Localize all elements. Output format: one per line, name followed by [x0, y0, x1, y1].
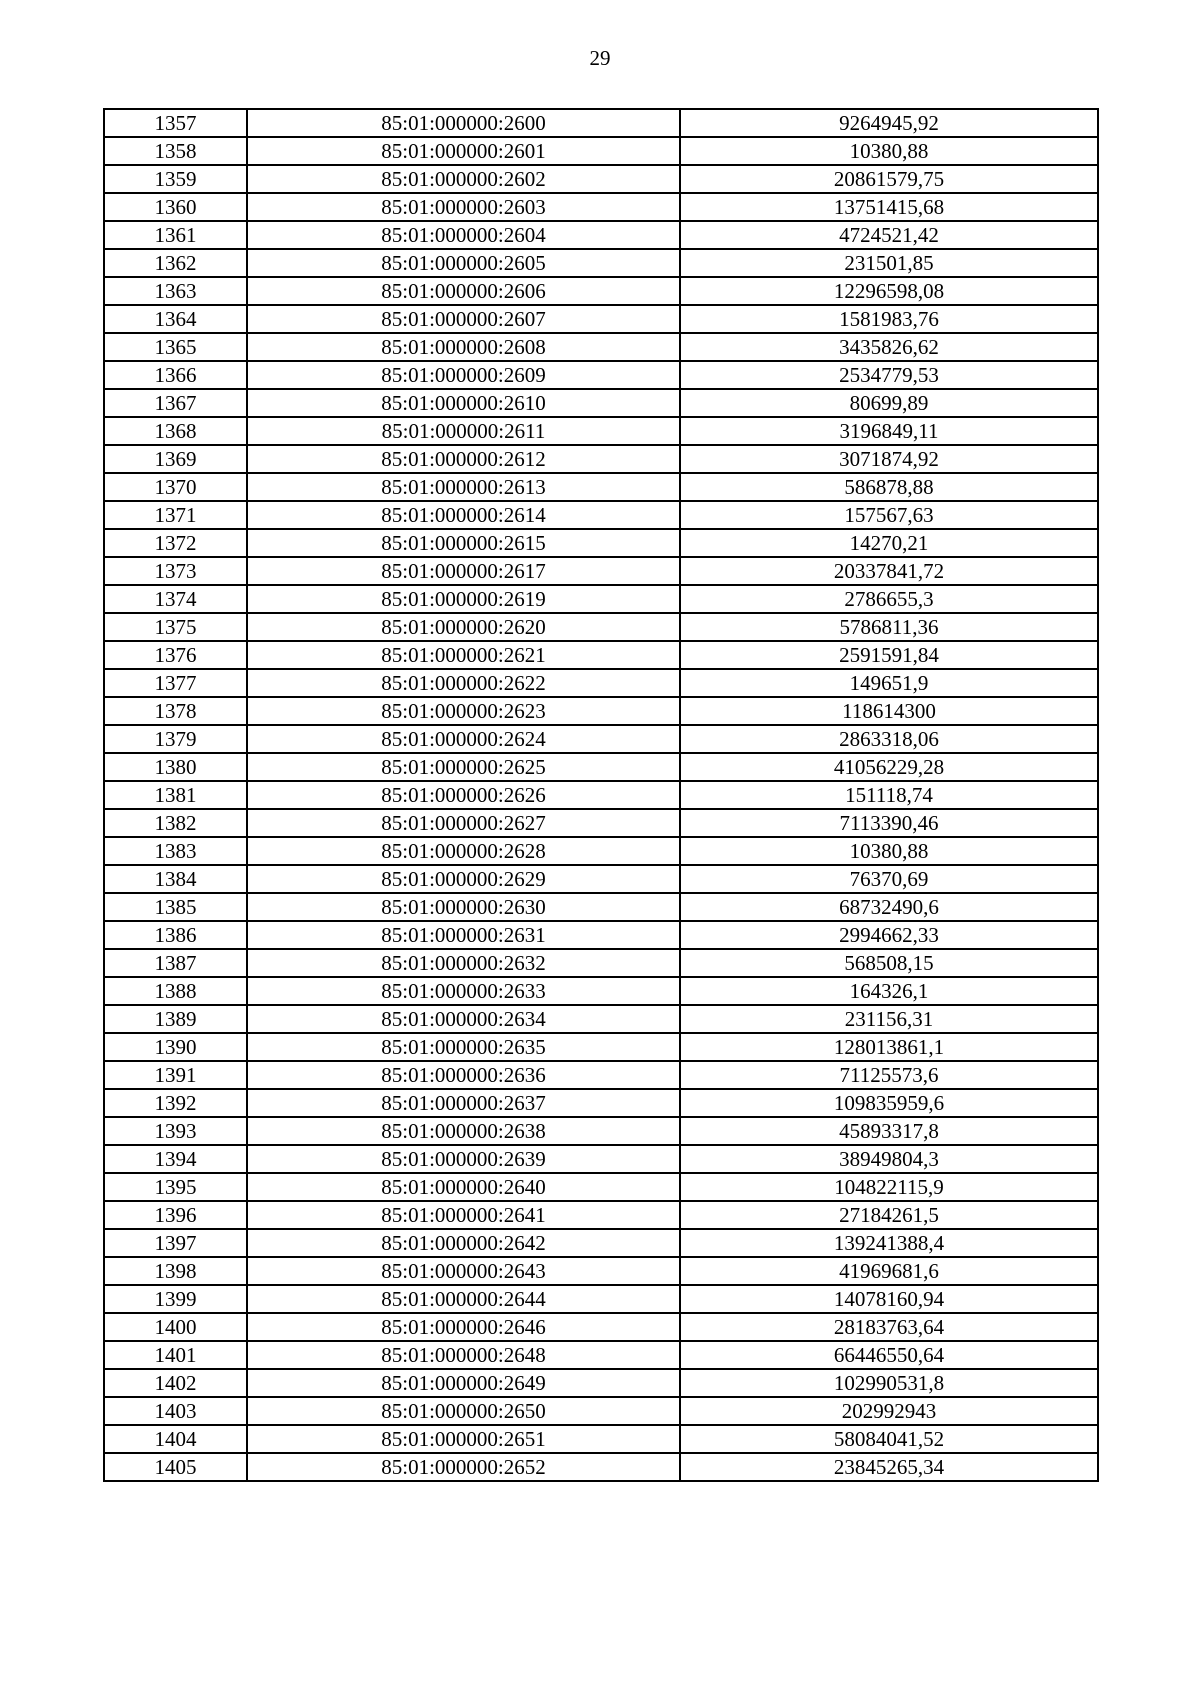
- cadastral-number-cell: 85:01:000000:2637: [247, 1089, 680, 1117]
- cadastral-value-cell: 76370,69: [680, 865, 1098, 893]
- cadastral-number-cell: 85:01:000000:2628: [247, 837, 680, 865]
- cadastral-value-cell: 149651,9: [680, 669, 1098, 697]
- cadastral-value-cell: 28183763,64: [680, 1313, 1098, 1341]
- table-row: [104, 221, 1098, 249]
- row-number-cell: 1368: [104, 417, 247, 445]
- cadastral-number-cell: 85:01:000000:2606: [247, 277, 680, 305]
- cadastral-value-cell: 38949804,3: [680, 1145, 1098, 1173]
- cadastral-value-cell: 2786655,3: [680, 585, 1098, 613]
- row-number-cell: 1387: [104, 949, 247, 977]
- table-row: [104, 165, 1098, 193]
- row-number-cell: 1394: [104, 1145, 247, 1173]
- cadastral-value-cell: 568508,15: [680, 949, 1098, 977]
- table-row: [104, 389, 1098, 417]
- table-row: [104, 1257, 1098, 1285]
- table-row: [104, 1005, 1098, 1033]
- table-row: [104, 1285, 1098, 1313]
- row-number-cell: 1361: [104, 221, 247, 249]
- cadastral-number-cell: 85:01:000000:2614: [247, 501, 680, 529]
- cadastral-value-cell: 2863318,06: [680, 725, 1098, 753]
- cadastral-number-cell: 85:01:000000:2607: [247, 305, 680, 333]
- cadastral-value-cell: 3196849,11: [680, 417, 1098, 445]
- cadastral-value-cell: 164326,1: [680, 977, 1098, 1005]
- table-row: [104, 1313, 1098, 1341]
- cadastral-value-cell: 71125573,6: [680, 1061, 1098, 1089]
- row-number-cell: 1397: [104, 1229, 247, 1257]
- table-row: [104, 865, 1098, 893]
- row-number-cell: 1372: [104, 529, 247, 557]
- table-row: [104, 1425, 1098, 1453]
- cadastral-value-cell: 12296598,08: [680, 277, 1098, 305]
- row-number-cell: 1402: [104, 1369, 247, 1397]
- row-number-cell: 1404: [104, 1425, 247, 1453]
- cadastral-value-cell: 9264945,92: [680, 109, 1098, 137]
- row-number-cell: 1389: [104, 1005, 247, 1033]
- cadastral-value-cell: 2591591,84: [680, 641, 1098, 669]
- table-row: [104, 1089, 1098, 1117]
- cadastral-number-cell: 85:01:000000:2624: [247, 725, 680, 753]
- table-row: [104, 305, 1098, 333]
- row-number-cell: 1405: [104, 1453, 247, 1481]
- row-number-cell: 1391: [104, 1061, 247, 1089]
- table-row: [104, 781, 1098, 809]
- cadastral-value-cell: 14078160,94: [680, 1285, 1098, 1313]
- cadastral-value-cell: 13751415,68: [680, 193, 1098, 221]
- cadastral-value-cell: 20861579,75: [680, 165, 1098, 193]
- row-number-cell: 1371: [104, 501, 247, 529]
- table-row: [104, 109, 1098, 137]
- cadastral-value-cell: 27184261,5: [680, 1201, 1098, 1229]
- table-row: [104, 1369, 1098, 1397]
- cadastral-number-cell: 85:01:000000:2639: [247, 1145, 680, 1173]
- cadastral-value-cell: 58084041,52: [680, 1425, 1098, 1453]
- cadastral-value-cell: 66446550,64: [680, 1341, 1098, 1369]
- table-row: [104, 277, 1098, 305]
- cadastral-value-cell: 157567,63: [680, 501, 1098, 529]
- row-number-cell: 1384: [104, 865, 247, 893]
- cadastral-value-cell: 2534779,53: [680, 361, 1098, 389]
- cadastral-number-cell: 85:01:000000:2625: [247, 753, 680, 781]
- row-number-cell: 1360: [104, 193, 247, 221]
- table-row: [104, 1229, 1098, 1257]
- cadastral-number-cell: 85:01:000000:2631: [247, 921, 680, 949]
- cadastral-number-cell: 85:01:000000:2629: [247, 865, 680, 893]
- row-number-cell: 1358: [104, 137, 247, 165]
- cadastral-number-cell: 85:01:000000:2632: [247, 949, 680, 977]
- cadastral-value-cell: 151118,74: [680, 781, 1098, 809]
- cadastral-number-cell: 85:01:000000:2646: [247, 1313, 680, 1341]
- cadastral-number-cell: 85:01:000000:2648: [247, 1341, 680, 1369]
- table-row: [104, 585, 1098, 613]
- cadastral-value-cell: 139241388,4: [680, 1229, 1098, 1257]
- row-number-cell: 1390: [104, 1033, 247, 1061]
- table-row: [104, 473, 1098, 501]
- table-row: [104, 361, 1098, 389]
- cadastral-number-cell: 85:01:000000:2623: [247, 697, 680, 725]
- cadastral-number-cell: 85:01:000000:2650: [247, 1397, 680, 1425]
- cadastral-number-cell: 85:01:000000:2644: [247, 1285, 680, 1313]
- cadastral-number-cell: 85:01:000000:2609: [247, 361, 680, 389]
- cadastral-number-cell: 85:01:000000:2626: [247, 781, 680, 809]
- table-row: [104, 1117, 1098, 1145]
- row-number-cell: 1379: [104, 725, 247, 753]
- table-row: [104, 417, 1098, 445]
- cadastral-value-cell: 14270,21: [680, 529, 1098, 557]
- table-row: [104, 445, 1098, 473]
- cadastral-number-cell: 85:01:000000:2619: [247, 585, 680, 613]
- row-number-cell: 1392: [104, 1089, 247, 1117]
- table-row: [104, 613, 1098, 641]
- row-number-cell: 1362: [104, 249, 247, 277]
- page-number: 29: [589, 46, 611, 70]
- table-row: [104, 1173, 1098, 1201]
- row-number-cell: 1381: [104, 781, 247, 809]
- cadastral-number-cell: 85:01:000000:2617: [247, 557, 680, 585]
- row-number-cell: 1385: [104, 893, 247, 921]
- cadastral-number-cell: 85:01:000000:2608: [247, 333, 680, 361]
- cadastral-value-cell: 10380,88: [680, 137, 1098, 165]
- table-row: [104, 1061, 1098, 1089]
- row-number-cell: 1393: [104, 1117, 247, 1145]
- row-number-cell: 1373: [104, 557, 247, 585]
- cadastral-number-cell: 85:01:000000:2600: [247, 109, 680, 137]
- cadastral-number-cell: 85:01:000000:2604: [247, 221, 680, 249]
- table-row: [104, 1341, 1098, 1369]
- table-row: [104, 557, 1098, 585]
- cadastral-number-cell: 85:01:000000:2605: [247, 249, 680, 277]
- cadastral-value-cell: 202992943: [680, 1397, 1098, 1425]
- cadastral-value-cell: 3071874,92: [680, 445, 1098, 473]
- table-row: [104, 641, 1098, 669]
- cadastral-value-cell: 102990531,8: [680, 1369, 1098, 1397]
- table-row: [104, 529, 1098, 557]
- cadastral-value-cell: 41056229,28: [680, 753, 1098, 781]
- cadastral-number-cell: 85:01:000000:2635: [247, 1033, 680, 1061]
- cadastral-value-cell: 231156,31: [680, 1005, 1098, 1033]
- cadastral-number-cell: 85:01:000000:2651: [247, 1425, 680, 1453]
- cadastral-number-cell: 85:01:000000:2621: [247, 641, 680, 669]
- cadastral-value-cell: 23845265,34: [680, 1453, 1098, 1481]
- cadastral-number-cell: 85:01:000000:2627: [247, 809, 680, 837]
- row-number-cell: 1374: [104, 585, 247, 613]
- cadastral-number-cell: 85:01:000000:2649: [247, 1369, 680, 1397]
- row-number-cell: 1365: [104, 333, 247, 361]
- row-number-cell: 1370: [104, 473, 247, 501]
- row-number-cell: 1395: [104, 1173, 247, 1201]
- row-number-cell: 1388: [104, 977, 247, 1005]
- row-number-cell: 1375: [104, 613, 247, 641]
- cadastral-number-cell: 85:01:000000:2620: [247, 613, 680, 641]
- cadastral-number-cell: 85:01:000000:2634: [247, 1005, 680, 1033]
- cadastral-value-cell: 80699,89: [680, 389, 1098, 417]
- row-number-cell: 1364: [104, 305, 247, 333]
- row-number-cell: 1359: [104, 165, 247, 193]
- cadastral-number-cell: 85:01:000000:2602: [247, 165, 680, 193]
- cadastral-number-cell: 85:01:000000:2615: [247, 529, 680, 557]
- cadastral-value-cell: 5786811,36: [680, 613, 1098, 641]
- table-row: [104, 949, 1098, 977]
- cadastral-number-cell: 85:01:000000:2638: [247, 1117, 680, 1145]
- table-row: [104, 501, 1098, 529]
- cadastral-value-cell: 41969681,6: [680, 1257, 1098, 1285]
- table-row: [104, 333, 1098, 361]
- row-number-cell: 1377: [104, 669, 247, 697]
- cadastral-number-cell: 85:01:000000:2612: [247, 445, 680, 473]
- cadastral-number-cell: 85:01:000000:2630: [247, 893, 680, 921]
- table-row: [104, 137, 1098, 165]
- table-row: [104, 249, 1098, 277]
- row-number-cell: 1380: [104, 753, 247, 781]
- table-row: [104, 921, 1098, 949]
- cadastral-number-cell: 85:01:000000:2636: [247, 1061, 680, 1089]
- row-number-cell: 1363: [104, 277, 247, 305]
- row-number-cell: 1396: [104, 1201, 247, 1229]
- table-body: [104, 109, 1098, 1481]
- cadastral-value-cell: 68732490,6: [680, 893, 1098, 921]
- row-number-cell: 1386: [104, 921, 247, 949]
- cadastral-value-cell: 20337841,72: [680, 557, 1098, 585]
- row-number-cell: 1378: [104, 697, 247, 725]
- cadastral-number-cell: 85:01:000000:2633: [247, 977, 680, 1005]
- cadastral-value-cell: 118614300: [680, 697, 1098, 725]
- cadastral-value-cell: 3435826,62: [680, 333, 1098, 361]
- row-number-cell: 1403: [104, 1397, 247, 1425]
- cadastral-number-cell: 85:01:000000:2611: [247, 417, 680, 445]
- table-row: [104, 1201, 1098, 1229]
- cadastral-number-cell: 85:01:000000:2601: [247, 137, 680, 165]
- table-row: [104, 1397, 1098, 1425]
- row-number-cell: 1376: [104, 641, 247, 669]
- cadastral-number-cell: 85:01:000000:2622: [247, 669, 680, 697]
- row-number-cell: 1357: [104, 109, 247, 137]
- row-number-cell: 1369: [104, 445, 247, 473]
- cadastral-value-cell: 2994662,33: [680, 921, 1098, 949]
- table-row: [104, 697, 1098, 725]
- cadastral-number-cell: 85:01:000000:2603: [247, 193, 680, 221]
- cadastral-value-cell: 109835959,6: [680, 1089, 1098, 1117]
- cadastral-number-cell: 85:01:000000:2640: [247, 1173, 680, 1201]
- row-number-cell: 1400: [104, 1313, 247, 1341]
- row-number-cell: 1366: [104, 361, 247, 389]
- table-row: [104, 893, 1098, 921]
- row-number-cell: 1383: [104, 837, 247, 865]
- table-row: [104, 753, 1098, 781]
- row-number-cell: 1399: [104, 1285, 247, 1313]
- row-number-cell: 1382: [104, 809, 247, 837]
- table-row: [104, 1033, 1098, 1061]
- table-row: [104, 193, 1098, 221]
- table-row: [104, 809, 1098, 837]
- cadastral-value-cell: 128013861,1: [680, 1033, 1098, 1061]
- table-row: [104, 669, 1098, 697]
- cadastral-number-cell: 85:01:000000:2643: [247, 1257, 680, 1285]
- cadastral-value-cell: 7113390,46: [680, 809, 1098, 837]
- cadastral-value-cell: 10380,88: [680, 837, 1098, 865]
- cadastral-number-cell: 85:01:000000:2613: [247, 473, 680, 501]
- cadastral-number-cell: 85:01:000000:2652: [247, 1453, 680, 1481]
- table-row: [104, 1453, 1098, 1481]
- cadastral-value-cell: 1581983,76: [680, 305, 1098, 333]
- row-number-cell: 1398: [104, 1257, 247, 1285]
- cadastral-number-cell: 85:01:000000:2610: [247, 389, 680, 417]
- table-row: [104, 837, 1098, 865]
- row-number-cell: 1401: [104, 1341, 247, 1369]
- table-row: [104, 1145, 1098, 1173]
- row-number-cell: 1367: [104, 389, 247, 417]
- cadastral-number-cell: 85:01:000000:2641: [247, 1201, 680, 1229]
- cadastral-value-table: [103, 108, 1099, 1482]
- table-row: [104, 977, 1098, 1005]
- cadastral-value-cell: 586878,88: [680, 473, 1098, 501]
- cadastral-value-cell: 104822115,9: [680, 1173, 1098, 1201]
- cadastral-value-cell: 231501,85: [680, 249, 1098, 277]
- cadastral-number-cell: 85:01:000000:2642: [247, 1229, 680, 1257]
- table-row: [104, 725, 1098, 753]
- cadastral-value-cell: 45893317,8: [680, 1117, 1098, 1145]
- cadastral-value-cell: 4724521,42: [680, 221, 1098, 249]
